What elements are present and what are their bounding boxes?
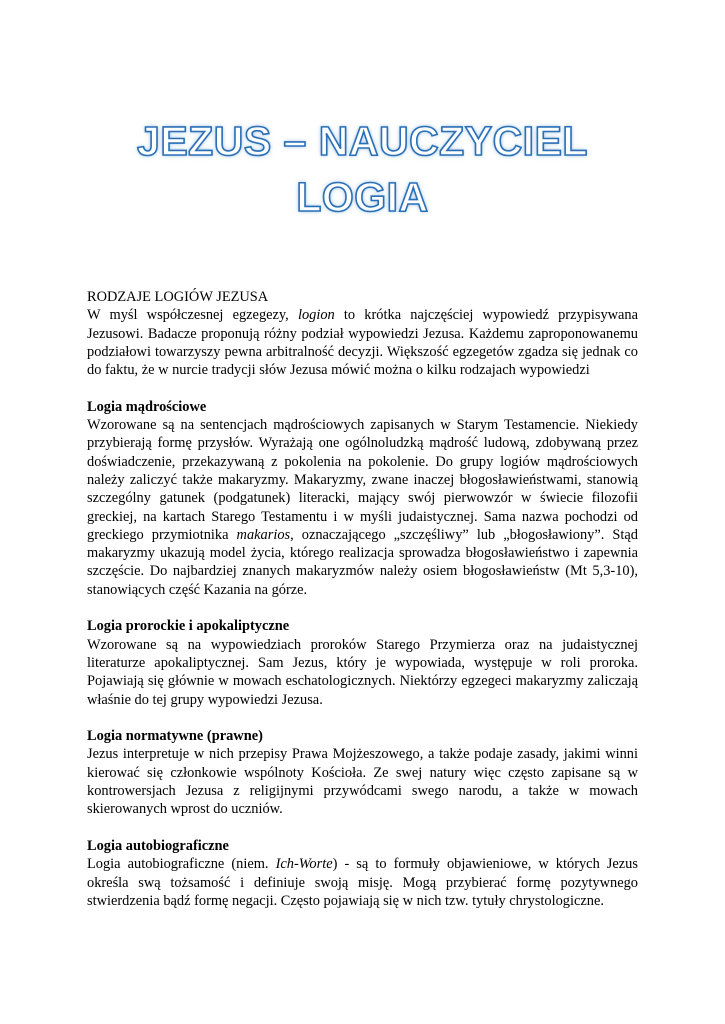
intro-heading: RODZAJE LOGIÓW JEZUSA [87,289,269,305]
section-wisdom [87,398,638,599]
document-body [87,288,638,910]
autobiographical-text-end: ) - są to formuły objawieniowe, w których Jezus określa swą tożsamość i definiuje swoją misję. Mogą przybierać formę pozytywnego stwierdzenia bądź formę negacji. Często pojawiają się w nich tzw. tytuły chrystologiczne. [87,856,638,909]
autobiographical-text-start: Logia autobiograficzne (niem. [87,856,276,873]
section-heading-normative: Logia normatywne (prawne) [87,728,263,745]
section-normative [87,727,638,818]
section-text-normative: Jezus interpretuje w nich przepisy Prawa Mojżeszowego, a także podaje zasady, jakimi winni kierować się członkowie wspólnoty Kościoła. Ze swej natury więc często zapisane są w kontrowersjach Jezusa z religijnymi przywódcami swego narodu, a także w mowach skierowanych wprost do uczniów. [87,746,638,818]
intro-text-end: to krótka najczęściej wypowiedź przypisywana Jezusowi. Badacze proponują różny podział wypowiedzi Jezusa. Każdemu zaproponowanemu podziałowi towarzyszy pewna arbitralność decyzji. Większość egzegetów zgadza się jednak co do faktu, że w nurcie tradycji słów Jezusa mówić można o kilku rodzajach wypowiedzi [87,307,639,379]
title-line-2: LOGIA [296,174,429,220]
title-line-1: JEZUS – NAUCZYCIEL [137,118,588,164]
section-prophetic [87,617,638,708]
intro-section [87,288,638,379]
logion-term: logion [297,307,335,324]
section-heading-prophetic: Logia prorockie i apokaliptyczne [87,618,290,635]
intro-paragraph [87,306,638,379]
wisdom-text-start: Wzorowane są na sentencjach mądrościowych zapisanych w Starym Testamencie. Niekiedy przybierają formę przysłów. Wyrażają one ogólnoludzką mądrość ludową, zdobywaną przez doświadczenie, przekazywaną z pokolenia na pokolenie. Do grupy logiów mądrościowych należy zaliczyć także makaryzmy. Makaryzmy, zwane inaczej błogosławieństwami, stanowią szczególny gatunek (podgatunek) literacki, mający swój pierwowzór w świecie filozofii greckiej, na kartach Starego Testamentu i w myśli judaistycznej. Sama nazwa pochodzi od greckiego przymiotnika [87,417,638,543]
section-heading-wisdom: Logia mądrościowe [87,398,207,415]
section-heading-autobiographical: Logia autobiograficzne [87,837,229,854]
section-text-wisdom [87,416,638,599]
section-text-prophetic: Wzorowane są na wypowiedziach proroków Starego Przymierza oraz na judaistycznej literaturze apokaliptycznej. Sam Jezus, który je wypowiada, występuje w roli proroka. Pojawiają się głównie w mowach eschatologicznych. Niektórzy egzegeci makaryzmy zaliczają właśnie do tej grupy wypowiedzi Jezusa. [87,636,638,708]
section-text-autobiographical [87,855,638,910]
intro-text-start: W myśl współczesnej egzegezy, [87,307,298,324]
section-autobiographical [87,837,638,910]
wisdom-text-end: , oznaczającego „szczęśliwy” lub „błogosławiony”. Stąd makaryzmy ukazują model życia, którego realizacja sprowadza błogosławieństwo i zapewnia szczęście. Do najbardziej znanych makaryzmów należy osiem błogosławieństw (Mt 5,3-10), stanowiących część Kazania na górze. [87,526,638,598]
makarios-term: makarios [236,526,291,543]
ich-worte-term: Ich-Worte [275,856,333,873]
